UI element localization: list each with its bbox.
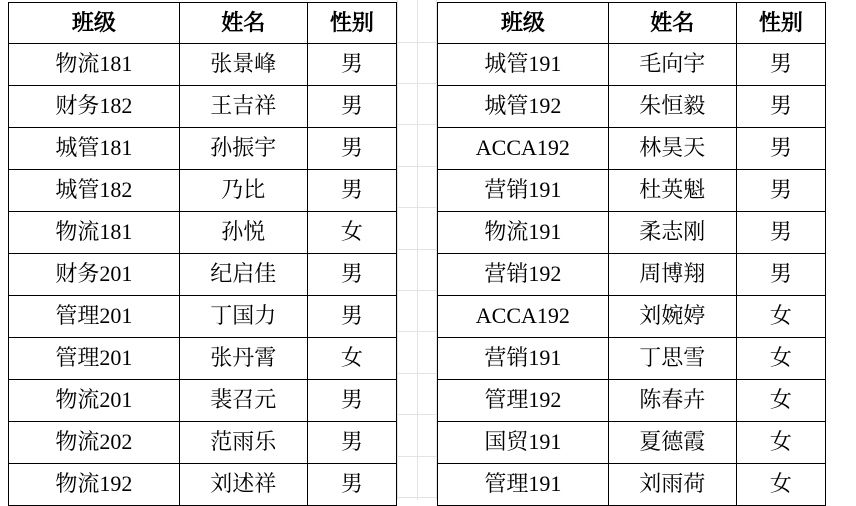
cell-name: 范雨乐 [179, 422, 307, 464]
table-row [9, 338, 397, 380]
cell-gender: 男 [307, 128, 396, 170]
table-row [9, 296, 397, 338]
table-row [438, 254, 826, 296]
column-header-gender: 性别 [307, 3, 396, 44]
cell-gender: 男 [307, 380, 396, 422]
cell-gender: 男 [736, 170, 825, 212]
table-row [9, 464, 397, 506]
cell-gender: 男 [736, 212, 825, 254]
cell-name: 朱恒毅 [608, 86, 736, 128]
table-row [438, 296, 826, 338]
cell-class: 物流181 [9, 212, 180, 254]
cell-class: 管理201 [9, 338, 180, 380]
cell-class: ACCA192 [438, 128, 609, 170]
cell-gender: 女 [736, 464, 825, 506]
cell-gender: 男 [307, 44, 396, 86]
cell-name: 杜英魁 [608, 170, 736, 212]
left-table-wrapper [8, 2, 397, 506]
column-header-class: 班级 [438, 3, 609, 44]
cell-gender: 男 [736, 86, 825, 128]
column-header-gender: 性别 [736, 3, 825, 44]
table-header-row [9, 3, 397, 44]
cell-name: 裴召元 [179, 380, 307, 422]
table-header-row [438, 3, 826, 44]
cell-class: 财务182 [9, 86, 180, 128]
cell-gender: 女 [736, 422, 825, 464]
cell-name: 刘婉婷 [608, 296, 736, 338]
cell-class: 物流201 [9, 380, 180, 422]
cell-class: 财务201 [9, 254, 180, 296]
student-table-right [437, 2, 826, 506]
cell-gender: 女 [736, 380, 825, 422]
table-row [438, 338, 826, 380]
cell-name: 刘述祥 [179, 464, 307, 506]
cell-name: 陈春卉 [608, 380, 736, 422]
table-row [438, 86, 826, 128]
cell-class: 管理201 [9, 296, 180, 338]
cell-class: 物流181 [9, 44, 180, 86]
cell-class: 物流202 [9, 422, 180, 464]
cell-class: 管理192 [438, 380, 609, 422]
cell-gender: 男 [736, 44, 825, 86]
cell-class: 城管192 [438, 86, 609, 128]
cell-name: 丁国力 [179, 296, 307, 338]
cell-class: 营销191 [438, 338, 609, 380]
cell-gender: 女 [736, 338, 825, 380]
cell-gender: 男 [307, 296, 396, 338]
cell-name: 夏德霞 [608, 422, 736, 464]
cell-name: 孙振宇 [179, 128, 307, 170]
cell-gender: 男 [736, 128, 825, 170]
cell-class: 城管182 [9, 170, 180, 212]
table-row [438, 422, 826, 464]
cell-name: 张景峰 [179, 44, 307, 86]
table-row [438, 170, 826, 212]
column-header-name: 姓名 [179, 3, 307, 44]
cell-name: 柔志刚 [608, 212, 736, 254]
cell-gender: 男 [307, 422, 396, 464]
table-row [9, 212, 397, 254]
cell-gender: 女 [736, 296, 825, 338]
cell-class: 营销192 [438, 254, 609, 296]
cell-class: 管理191 [438, 464, 609, 506]
cell-gender: 男 [736, 254, 825, 296]
table-row [438, 380, 826, 422]
cell-gender: 男 [307, 170, 396, 212]
table-row [438, 464, 826, 506]
cell-name: 张丹霄 [179, 338, 307, 380]
cell-name: 毛向宇 [608, 44, 736, 86]
cell-gender: 女 [307, 212, 396, 254]
cell-class: 城管181 [9, 128, 180, 170]
cell-gender: 男 [307, 464, 396, 506]
cell-name: 周博翔 [608, 254, 736, 296]
table-row [9, 86, 397, 128]
cell-name: 林昊天 [608, 128, 736, 170]
cell-class: 国贸191 [438, 422, 609, 464]
cell-class: 物流192 [9, 464, 180, 506]
right-table-wrapper [437, 2, 826, 506]
cell-name: 纪启佳 [179, 254, 307, 296]
cell-name: 刘雨荷 [608, 464, 736, 506]
table-row [9, 170, 397, 212]
column-header-class: 班级 [9, 3, 180, 44]
cell-class: 营销191 [438, 170, 609, 212]
student-table-left [8, 2, 397, 506]
cell-name: 乃比 [179, 170, 307, 212]
table-row [9, 422, 397, 464]
cell-name: 王吉祥 [179, 86, 307, 128]
column-header-name: 姓名 [608, 3, 736, 44]
table-row [9, 128, 397, 170]
cell-gender: 女 [307, 338, 396, 380]
cell-gender: 男 [307, 86, 396, 128]
cell-name: 丁思雪 [608, 338, 736, 380]
table-row [9, 254, 397, 296]
cell-name: 孙悦 [179, 212, 307, 254]
cell-gender: 男 [307, 254, 396, 296]
table-row [438, 44, 826, 86]
table-row [438, 212, 826, 254]
cell-class: 物流191 [438, 212, 609, 254]
cell-class: ACCA192 [438, 296, 609, 338]
tables-container [8, 2, 826, 506]
cell-class: 城管191 [438, 44, 609, 86]
table-row [9, 44, 397, 86]
table-row [9, 380, 397, 422]
table-row [438, 128, 826, 170]
